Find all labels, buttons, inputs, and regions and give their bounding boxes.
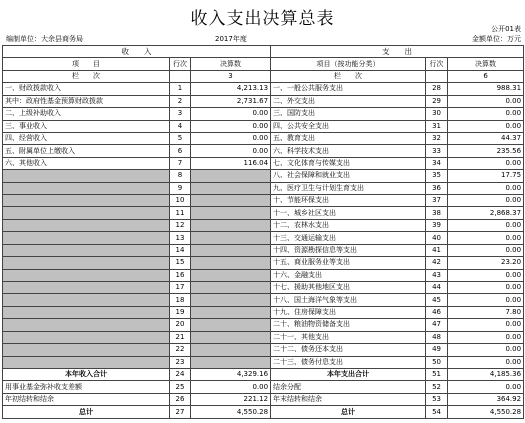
expense-amount: 23.20 (448, 257, 524, 269)
expense-amount: 0.00 (448, 182, 524, 194)
income-row-number: 19 (170, 306, 191, 318)
expense-amount: 0.00 (448, 356, 524, 368)
income-amount (191, 269, 271, 281)
expense-index-amount: 6 (448, 70, 524, 82)
income-amount (191, 219, 271, 231)
income-item: 五、附属单位上缴收入 (3, 145, 170, 157)
income-row-number: 8 (170, 170, 191, 182)
income-item (3, 356, 170, 368)
income-row-number: 26 (170, 393, 191, 405)
expense-item: 九、医疗卫生与计划生育支出 (271, 182, 426, 194)
expense-section-header: 支 出 (271, 46, 524, 58)
expense-item: 五、教育支出 (271, 132, 426, 144)
income-index-label: 栏 次 (3, 70, 170, 82)
table-row (3, 344, 524, 356)
expense-item: 一、一般公共服务支出 (271, 83, 426, 95)
income-item (3, 294, 170, 306)
expense-amount: 0.00 (448, 319, 524, 331)
income-row-number: 20 (170, 319, 191, 331)
table-row (3, 244, 524, 256)
income-row-number: 21 (170, 331, 191, 343)
income-total-row-number: 24 (170, 368, 191, 380)
balance-row (3, 393, 524, 405)
expense-row-number: 42 (426, 257, 448, 269)
expense-row-header: 行次 (426, 58, 448, 70)
compiling-unit: 编制单位：大余县商务局 (6, 35, 83, 43)
table-row (3, 132, 524, 144)
income-row-number: 14 (170, 244, 191, 256)
income-item (3, 207, 170, 219)
income-total-amount: 4,329.16 (191, 368, 271, 380)
income-amount: 0.00 (191, 381, 271, 393)
income-amount (191, 306, 271, 318)
expense-row-number: 50 (426, 356, 448, 368)
expense-item: 二十一、其他支出 (271, 331, 426, 343)
income-row-number: 4 (170, 120, 191, 132)
income-amount (191, 182, 271, 194)
expense-row-number: 35 (426, 170, 448, 182)
income-row-number: 15 (170, 257, 191, 269)
income-item (3, 257, 170, 269)
expense-amount: 0.00 (448, 120, 524, 132)
income-total-label: 总计 (3, 406, 170, 419)
expense-amount: 7.80 (448, 306, 524, 318)
balance-row (3, 381, 524, 393)
expense-row-number: 47 (426, 319, 448, 331)
income-row-number: 5 (170, 132, 191, 144)
table-row (3, 195, 524, 207)
income-amount: 2,731.67 (191, 95, 271, 107)
income-item: 一、财政拨款收入 (3, 83, 170, 95)
expense-amount: 0.00 (448, 269, 524, 281)
expense-total-label: 总计 (271, 406, 426, 419)
expense-row-number: 33 (426, 145, 448, 157)
expense-total-amount: 4,185.36 (448, 368, 524, 380)
expense-row-number: 39 (426, 219, 448, 231)
expense-amount: 0.00 (448, 244, 524, 256)
expense-row-number: 38 (426, 207, 448, 219)
expense-item: 十三、交通运输支出 (271, 232, 426, 244)
expense-index-row (426, 70, 448, 82)
table-row (3, 219, 524, 231)
income-item (3, 269, 170, 281)
income-item (3, 170, 170, 182)
grand-total-row (3, 406, 524, 419)
report-title: 收入支出决算总表 (190, 9, 335, 29)
income-index-row (170, 70, 191, 82)
expense-total-amount: 4,550.28 (448, 406, 524, 419)
expense-row-number: 30 (426, 108, 448, 120)
table-row (3, 95, 524, 107)
expense-amount: 0.00 (448, 108, 524, 120)
income-item (3, 244, 170, 256)
income-amount: 0.00 (191, 145, 271, 157)
income-item (3, 232, 170, 244)
income-item (3, 306, 170, 318)
income-amount (191, 331, 271, 343)
expense-item: 结余分配 (271, 381, 426, 393)
income-row-number: 11 (170, 207, 191, 219)
expense-item: 年末结转和结余 (271, 393, 426, 405)
expense-amount: 0.00 (448, 381, 524, 393)
income-item: 其中：政府性基金预算财政拨款 (3, 95, 170, 107)
income-amount: 4,213.13 (191, 83, 271, 95)
expense-item: 八、社会保障和就业支出 (271, 170, 426, 182)
expense-item: 六、科学技术支出 (271, 145, 426, 157)
expense-row-number: 37 (426, 195, 448, 207)
expense-item: 三、国防支出 (271, 108, 426, 120)
expense-row-number: 45 (426, 294, 448, 306)
table-row (3, 207, 524, 219)
table-row (3, 294, 524, 306)
expense-row-number: 44 (426, 282, 448, 294)
expense-row-number: 46 (426, 306, 448, 318)
income-section-header: 收 入 (3, 46, 271, 58)
table-row (3, 108, 524, 120)
income-row-number: 7 (170, 157, 191, 169)
expense-amount: 0.00 (448, 282, 524, 294)
income-item (3, 282, 170, 294)
income-expense-table (2, 45, 524, 419)
income-amount-header: 决算数 (191, 58, 271, 70)
income-item: 二、上级补助收入 (3, 108, 170, 120)
expense-item: 十九、住房保障支出 (271, 306, 426, 318)
expense-amount: 0.00 (448, 195, 524, 207)
table-row (3, 269, 524, 281)
income-total-row-number: 27 (170, 406, 191, 419)
table-row (3, 356, 524, 368)
table-row (3, 319, 524, 331)
expense-item: 十一、城乡社区支出 (271, 207, 426, 219)
table-row (3, 306, 524, 318)
expense-total-row-number: 51 (426, 368, 448, 380)
income-row-number: 13 (170, 232, 191, 244)
income-row-number: 2 (170, 95, 191, 107)
income-item: 三、事业收入 (3, 120, 170, 132)
income-index-amount: 3 (191, 70, 271, 82)
expense-item: 二十、粮油物资储备支出 (271, 319, 426, 331)
expense-row-number: 29 (426, 95, 448, 107)
expense-amount: 0.00 (448, 344, 524, 356)
expense-row-number: 49 (426, 344, 448, 356)
income-item (3, 219, 170, 231)
expense-amount: 364.92 (448, 393, 524, 405)
income-row-number: 1 (170, 83, 191, 95)
expense-row-number: 31 (426, 120, 448, 132)
expense-item: 十六、金融支出 (271, 269, 426, 281)
expense-item: 四、公共安全支出 (271, 120, 426, 132)
income-item (3, 182, 170, 194)
report-year: 2017年度 (215, 35, 247, 43)
expense-index-label: 栏 次 (271, 70, 426, 82)
income-row-number: 17 (170, 282, 191, 294)
expense-row-number: 43 (426, 269, 448, 281)
income-item: 年初结转和结余 (3, 393, 170, 405)
expense-amount: 0.00 (448, 95, 524, 107)
income-amount (191, 232, 271, 244)
expense-row-number: 52 (426, 381, 448, 393)
expense-amount: 988.31 (448, 83, 524, 95)
income-amount (191, 170, 271, 182)
expense-item-header: 项目（按功能分类） (271, 58, 426, 70)
expense-amount: 0.00 (448, 157, 524, 169)
expense-amount: 0.00 (448, 294, 524, 306)
column-header-row (3, 58, 524, 70)
expense-row-number: 34 (426, 157, 448, 169)
expense-total-row-number: 54 (426, 406, 448, 419)
expense-amount: 0.00 (448, 219, 524, 231)
expense-amount: 0.00 (448, 331, 524, 343)
income-row-number: 18 (170, 294, 191, 306)
expense-amount: 44.37 (448, 132, 524, 144)
income-amount: 0.00 (191, 132, 271, 144)
income-row-number: 3 (170, 108, 191, 120)
expense-item: 二十三、债务付息支出 (271, 356, 426, 368)
income-amount: 0.00 (191, 120, 271, 132)
income-amount (191, 244, 271, 256)
expense-item: 二十二、债务还本支出 (271, 344, 426, 356)
income-amount: 221.12 (191, 393, 271, 405)
income-row-number: 6 (170, 145, 191, 157)
expense-row-number: 32 (426, 132, 448, 144)
expense-total-label: 本年支出合计 (271, 368, 426, 380)
income-row-header: 行次 (170, 58, 191, 70)
income-item (3, 319, 170, 331)
form-number: 公开01表 (491, 25, 521, 33)
income-amount (191, 207, 271, 219)
table-row (3, 157, 524, 169)
expense-amount-header: 决算数 (448, 58, 524, 70)
income-amount (191, 319, 271, 331)
column-index-row (3, 70, 524, 82)
expense-item: 七、文化体育与传媒支出 (271, 157, 426, 169)
income-item: 六、其他收入 (3, 157, 170, 169)
expense-item: 十七、援助其他地区支出 (271, 282, 426, 294)
annual-total-row (3, 368, 524, 380)
expense-row-number: 40 (426, 232, 448, 244)
income-amount (191, 195, 271, 207)
income-item: 用事业基金弥补收支差额 (3, 381, 170, 393)
income-amount (191, 294, 271, 306)
income-row-number: 22 (170, 344, 191, 356)
amount-unit: 金额单位：万元 (472, 35, 521, 43)
income-amount (191, 257, 271, 269)
table-row (3, 120, 524, 132)
income-item (3, 331, 170, 343)
table-row (3, 170, 524, 182)
table-row (3, 182, 524, 194)
expense-amount: 235.56 (448, 145, 524, 157)
income-total-amount: 4,550.28 (191, 406, 271, 419)
expense-row-number: 41 (426, 244, 448, 256)
income-amount: 0.00 (191, 108, 271, 120)
expense-item: 十五、商业服务业等支出 (271, 257, 426, 269)
expense-amount: 17.75 (448, 170, 524, 182)
expense-item: 十二、农林水支出 (271, 219, 426, 231)
income-amount: 116.04 (191, 157, 271, 169)
expense-row-number: 28 (426, 83, 448, 95)
income-item: 四、经营收入 (3, 132, 170, 144)
expense-row-number: 53 (426, 393, 448, 405)
income-row-number: 12 (170, 219, 191, 231)
income-item-header: 项 目 (3, 58, 170, 70)
expense-row-number: 48 (426, 331, 448, 343)
expense-row-number: 36 (426, 182, 448, 194)
table-row (3, 257, 524, 269)
income-item (3, 344, 170, 356)
income-amount (191, 282, 271, 294)
expense-item: 十、节能环保支出 (271, 195, 426, 207)
income-row-number: 25 (170, 381, 191, 393)
income-row-number: 9 (170, 182, 191, 194)
income-item (3, 195, 170, 207)
expense-amount: 2,868.37 (448, 207, 524, 219)
income-row-number: 23 (170, 356, 191, 368)
table-row (3, 232, 524, 244)
income-row-number: 10 (170, 195, 191, 207)
section-header-row (3, 46, 524, 58)
expense-amount: 0.00 (448, 232, 524, 244)
expense-item: 十四、资源勘探信息等支出 (271, 244, 426, 256)
table-row (3, 282, 524, 294)
expense-item: 二、外交支出 (271, 95, 426, 107)
expense-item: 十八、国土海洋气象等支出 (271, 294, 426, 306)
income-amount (191, 344, 271, 356)
income-row-number: 16 (170, 269, 191, 281)
table-row (3, 83, 524, 95)
income-total-label: 本年收入合计 (3, 368, 170, 380)
table-row (3, 145, 524, 157)
table-row (3, 331, 524, 343)
income-amount (191, 356, 271, 368)
